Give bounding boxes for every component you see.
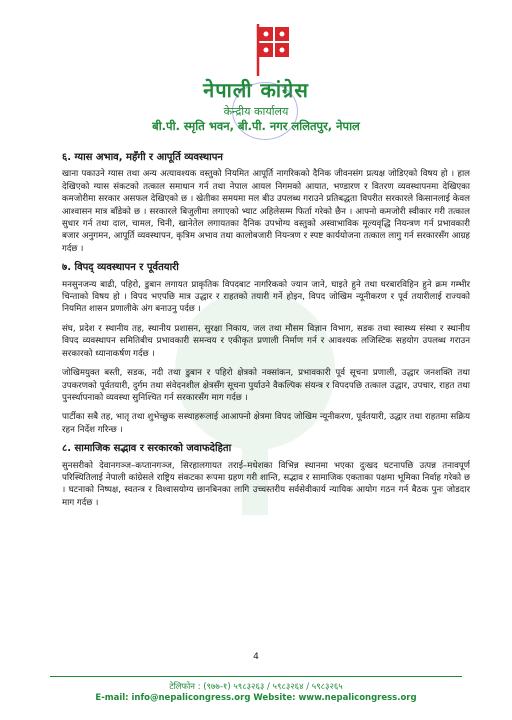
paragraph: पार्टीका सबै तह, भातृ तथा शुभेच्छुक सस्थाहरूलाई आआफ्नो क्षेत्रमा विपद जोखिम न्यूनीकरण, पूर्वतयारी, उद्धार तथा राहतमा सक्रिय रहन निर्देश गरिन्छ । [62,412,470,435]
section-heading: ७. विपद् व्यवस्थापन र पूर्वतयारी [62,262,179,274]
paragraph: मनसुनजन्य बाढी, पहिरो, डुबान लगायत प्राकृतिक विपदबाट नागरिकको ज्यान जाने, घाइते हुने तथा घरबारविहिन हुने क्रम गम्भीर चिन्ताको विषय हो । विपद भएपछि मात्र उद्धार र राहतको तयारी गर्ने होइन, विपद जोखिम न्यूनीकरण र पूर्व तयारीलाई राज्यको नियमित शासन प्रणालीके अंग बनाउनु पर्दछ । [62,279,470,315]
flag-with-stars-icon [256,24,300,76]
paragraph: जोखिमयुक्त बस्ती, सडक, नदी तथा डुबान र पहिरो क्षेत्रको नक्सांकन, प्रभावकारी पूर्व सूचना प्रणाली, उद्धार जनशक्ति तथा उपकरणको पूर्वतयारी, दुर्गम तथा संवेदनशील क्षेत्रसँग सूचना पुर्याउने वैकल्पिक संयन्त्र र विपदपछि तत्काल उद्धार, उपचार, राहत तथा पुनर्स्थापनाको व्यवस्था सुनिश्चित गर्न सरकारसँग माग गर्दछ । [62,368,470,403]
section-social-harmony [62,443,470,509]
section-disaster-management [62,262,470,436]
party-name: नेपाली कांग्रेस [203,78,309,102]
footer-divider [50,676,462,677]
office-address: बी.पी. स्मृति भवन, बी.पी. नगर ललितपुर, नेपाल [152,119,360,133]
section-heading: ८. सामाजिक सद्भाव र सरकारको जवाफदेहिता [62,443,232,455]
section-heading: ६. ग्यास अभाव, महँगी र आपूर्ति व्यवस्थापन [62,152,223,163]
office-name: केन्द्रीय कार्यालय [223,105,289,118]
letterhead [0,0,512,145]
page-number: 4 [253,652,259,662]
footer-contact: E-mail: info@nepalicongress.org Website: www.nepalicongress.org [95,693,417,703]
paragraph: खाना पकाउने ग्यास तथा अन्य अत्यावश्यक वस्तुको नियमित आपूर्ति नागरिकको दैनिक जीवनसंग प्रत्यक्ष जोडिएको विषय हो । हाल देखिएको ग्यास संकटको तत्काल समाधान गर्न तथा नेपाल आयल निगमको आयात, भण्डारण र वितरण व्यवस्थापनमा देखिएका कमजोरीमा सरकार असफल देखिएको छ । खेतीका समयमा मल बीउ उपलब्ध गराउने प्रतिबद्धता विपरीत सरकारले किसानलाई केवल आश्वासन मात्र बाँडेको छ । सरकारले बिजुलीमा लगाएको भ्याट अहिलेसम्म फिर्ता गरेको छैन । आफ्नो कमजोरी स्वीकार गरी तत्काल सुधार गर्न तथा दाल, चामल, चिनी, खानेतेल लगायतका दैनिक उपभोग्य वस्तुको अस्वाभाविक मूल्यवृद्धि नियन्त्रण गर्न प्रभावकारी बजार अनुगमन, आपूर्ति व्यवस्थापन, कृत्रिम अभाव तथा कालोबजारी नियन्त्रण र स्पष्ट कार्ययोजना तत्काल लागु गर्न सरकारसँग आग्रह गर्दछ । [62,169,470,254]
section-gas-supply [62,152,470,255]
paragraph: सुनसरीको देवानगञ्ज–कप्तानगञ्ज, सिरहालगायत तराई–मधेशका विभिन्न स्थानमा भएका दुःखद घटनापछि उत्पन्न तनावपूर्ण परिस्थितिलाई नेपाली कांग्रेसले राष्ट्रिय संकटका रूपमा ग्रहण गरी शान्ति, सद्भाव र सामाजिक एकताका पक्षमा भूमिका निर्वाह गरेको छ । घटनाको निष्पक्ष, स्वतन्त्र र विश्वासयोग्य छानबिनका लागि उच्चस्तरीय सर्वसेवीकार्य न्यायिक आयोग गठन गर्न बैठक पुनः जोडदार माग गर्दछ । [62,460,470,508]
document-body [62,152,470,516]
footer-phone: टेलिफोन : (९७७-१) ५९८३२६३ / ५९८३२६४ / ५९८३२६५ [169,682,343,692]
paragraph: संघ, प्रदेश र स्थानीय तह, स्थानीय प्रशासन, सुरक्षा निकाय, जल तथा मौसम विज्ञान विभाग, सडक तथा स्वास्थ्य संस्था र स्थानीय विपद व्यवस्थापन समितिबीच प्रभावकारी समन्वय र एकीकृत प्रणाली निर्माण गर्न र आवश्यक लजिस्टिक सहयोग उपलब्ध गराउन सरकारको ध्यानाकर्षण गर्दछ । [62,323,470,359]
